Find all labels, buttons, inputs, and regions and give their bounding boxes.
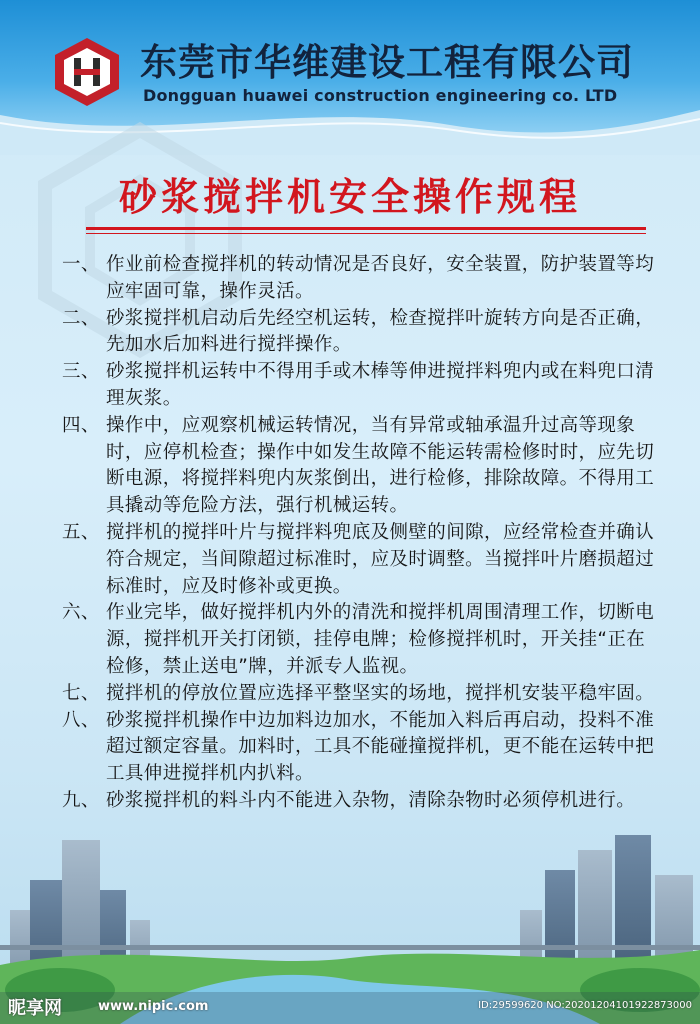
rule-item: [62, 306, 662, 360]
rule-text: 砂浆搅拌机的料斗内不能进入杂物，清除杂物时必须停机进行。: [106, 789, 636, 811]
rule-text: 搅拌机的搅拌叶片与搅拌料兜底及侧壁的间隙，应经常检查并确认符合规定，当间隙超过标准时，应及时调整。当搅拌叶片磨损超过标准时，应及时修补或更换。: [106, 521, 655, 597]
title-underline-thin: [86, 233, 646, 234]
rule-item: [62, 520, 662, 600]
rule-item: [62, 600, 662, 680]
rule-text: 操作中，应观察机械运转情况，当有异常或轴承温升过高等现象时，应停机检查；操作中如发生故障不能运转需检修时时，应先切断电源，将搅拌料兜内灰浆倒出，进行检修，排除故障。不得用工具撬动等危险方法，强行机械运转。: [106, 414, 655, 517]
page-title: 砂浆搅拌机安全操作规程: [118, 174, 581, 219]
title-underline: [86, 227, 646, 230]
site-watermark-url: www.nipic.com: [98, 999, 209, 1014]
rule-number: 四、: [62, 414, 100, 436]
company-name-english: Dongguan huawei construction engineering co. LTD: [143, 86, 618, 105]
rule-text: 搅拌机的停放位置应选择平整坚实的场地，搅拌机安装平稳牢固。: [106, 682, 655, 704]
rule-item: [62, 788, 662, 815]
rule-number: 九、: [62, 789, 100, 811]
rule-number: 七、: [62, 682, 100, 704]
rule-item: [62, 252, 662, 306]
rule-number: 六、: [62, 602, 100, 624]
rule-item: [62, 681, 662, 708]
rule-number: 二、: [62, 307, 100, 329]
rule-item: [62, 359, 662, 413]
rule-text: 作业前检查搅拌机的转动情况是否良好，安全装置，防护装置等均应牢固可靠，操作灵活。: [106, 254, 655, 302]
image-id-label: ID:29599620 NO:20201204101922873000: [478, 1000, 692, 1011]
rule-item: [62, 413, 662, 520]
safety-rules-list: [62, 252, 662, 815]
rule-number: 五、: [62, 521, 100, 543]
rule-item: [62, 708, 662, 788]
rule-number: 三、: [62, 361, 100, 383]
rule-number: 八、: [62, 709, 100, 731]
rule-text: 砂浆搅拌机启动后先经空机运转，检查搅拌叶旋转方向是否正确，先加水后加料进行搅拌操作。: [106, 307, 655, 356]
company-name-chinese: 东莞市华维建设工程有限公司: [140, 41, 634, 84]
site-watermark-logo: 昵享网: [8, 998, 62, 1019]
rule-text: 砂浆搅拌机操作中边加料边加水，不能加入料后再启动，投料不准超过额定容量。加料时，工具不能碰撞搅拌机，更不能在运转中把工具伸进搅拌机内扒料。: [106, 709, 655, 785]
company-hexagon-logo-icon: [52, 36, 122, 108]
rule-number: 一、: [62, 254, 100, 275]
rule-text: 砂浆搅拌机运转中不得用手或木棒等伸进搅拌料兜内或在料兜口清理灰浆。: [106, 361, 655, 409]
rule-text: 作业完毕，做好搅拌机内外的清洗和搅拌机周围清理工作，切断电源，搅拌机开关打闭锁，挂停电牌；检修搅拌机时，开关挂“正在检修，禁止送电”牌，并派专人监视。: [106, 602, 655, 677]
